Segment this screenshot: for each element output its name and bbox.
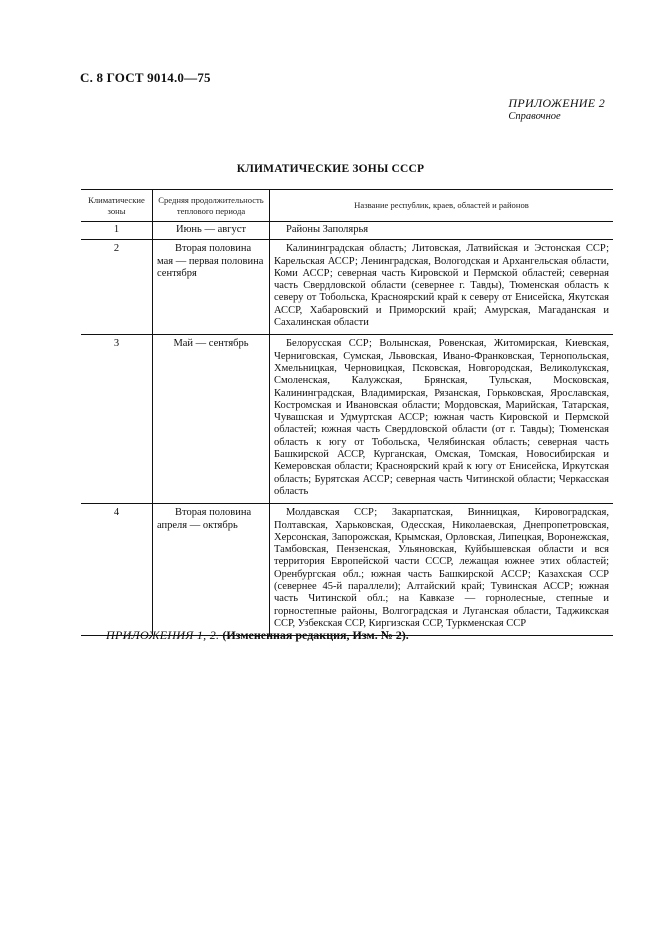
period-cell: Май — сентябрь (153, 335, 270, 504)
zone-cell: 2 (81, 240, 153, 335)
zone-cell: 1 (81, 222, 153, 240)
column-header-zone: Климатические зоны (81, 190, 153, 222)
table-row (81, 222, 613, 240)
table-header-row (81, 190, 613, 222)
regions-cell: Калининградская область; Литовская, Латвийская и Эстонская ССР; Карельская АССР; Ленинградская, Вологодская и Архангельская области, Коми АССР; северная часть Кировской и Пермской областей; северная часть Свердловской области (севернее г. Тавды), Тюменская область к северу от Тобольска, Красноярский край к северу от Енисейска, Якутская АССР, Хабаровский и Приморский край; Амурская, Магаданская и Сахалинская области (270, 240, 614, 335)
appendix-subtitle: Справочное (508, 111, 561, 122)
column-header-period: Средняя продолжительность теплового периода (153, 190, 270, 222)
appendix-title: ПРИЛОЖЕНИЕ 2 (508, 96, 605, 110)
climate-zones-table (81, 189, 613, 636)
footer-reference: ПРИЛОЖЕНИЯ 1, 2. (106, 628, 220, 642)
regions-cell: Белорусская ССР; Волынская, Ровенская, Житомирская, Киевская, Черниговская, Сумская, Львовская, Ивано-Франковская, Тернопольская, Хмельницкая, Черновицкая, Псковская, Новгородская, Великолукская, Смоленская, Калужская, Брянская, Тульская, Московская, Калининградская, Владимирская, Рязанская, Горьковская, Ярославская, Костромская и Ивановская области; Мордовская, Марийская, Татарская, Чувашская и Удмуртская АССР; южная часть Кировской и Пермской областей; южная часть Свердловской области (от г. Тавды); Тюменская область к югу от Тобольска, Челябинская область; северная часть Башкирской АССР, Курганская, Омская, Томская, Новосибирская и Кемеровская области; Красноярский край к югу от Енисейска, Иркутская область; Бурятская АССР; северная часть Читинской области; Черкасская область (270, 335, 614, 504)
table-row (81, 335, 613, 504)
zone-cell: 3 (81, 335, 153, 504)
footer-revision: (Измененная редакция, Изм. № 2). (222, 628, 409, 642)
period-cell: Вторая половина мая — первая половина сентября (153, 240, 270, 335)
appendix-label (508, 97, 605, 123)
page-header: С. 8 ГОСТ 9014.0—75 (80, 70, 211, 85)
document-title: КЛИМАТИЧЕСКИЕ ЗОНЫ СССР (236, 163, 425, 175)
period-cell: Июнь — август (153, 222, 270, 240)
zone-cell: 4 (81, 504, 153, 636)
period-cell: Вторая половина апреля — октябрь (153, 504, 270, 636)
table-row (81, 504, 613, 636)
regions-cell: Молдавская ССР; Закарпатская, Винницкая, Кировоградская, Полтавская, Харьковская, Одесская, Николаевская, Днепропетровская, Херсонская, Запорожская, Крымская, Орловская, Липецкая, Воронежская, Тамбовская, Пензенская, Ульяновская, Куйбышевская области и вся территория Европейской части СССР, лежащая южнее этих областей; Оренбургская обл.; южная часть Башкирской АССР; Казахская ССР (севернее 45-й параллели); Алтайский край; Тувинская АССР; южная часть Читинской обл.; на Кавказе — горнолесные, степные и горностепные районы, Волгоградская и Луганская области, Таджикская ССР, Узбекская ССР, Киргизская ССР, Туркменская ССР (270, 504, 614, 636)
table-row (81, 240, 613, 335)
footer-note (106, 628, 409, 643)
regions-cell: Районы Заполярья (270, 222, 614, 240)
column-header-regions: Название республик, краев, областей и районов (270, 190, 614, 222)
